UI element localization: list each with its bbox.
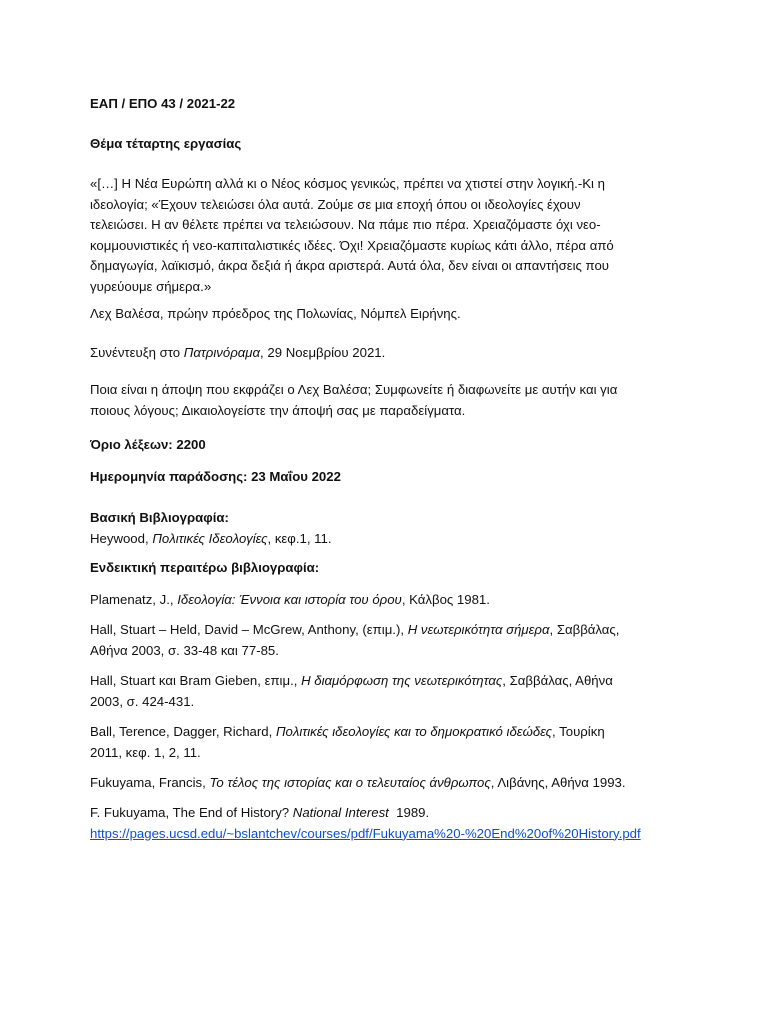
entry-title: Η νεωτερικότητα σήμερα — [407, 622, 550, 637]
entry-author: Ball, Terence, Dagger, Richard, — [90, 724, 276, 739]
question-line: Ποια είναι η άποψη που εκφράζει ο Λεχ Βαλέσα; Συμφωνείτε ή διαφωνείτε με αυτήν και για — [90, 382, 618, 397]
entry-details: , κεφ.1, 11. — [267, 530, 332, 546]
entry-author: Fukuyama, Francis, — [90, 775, 210, 790]
assignment-title: Θέμα τέταρτης εργασίας — [90, 136, 242, 151]
source-prefix: Συνέντευξη στο — [90, 345, 184, 360]
entry-continuation: 2011, κεφ. 1, 2, 11. — [90, 744, 201, 760]
bibliography-entry — [90, 773, 690, 794]
question-line: ποιους λόγους; Δικαιολογείστε την άποψή σας με παραδείγματα. — [90, 402, 466, 418]
source-date: , 29 Νοεμβρίου 2021. — [260, 345, 386, 360]
entry-details: , Σαββάλας, Αθήνα — [502, 673, 613, 688]
entry-title: Η διαμόρφωση της νεωτερικότητας — [301, 673, 503, 688]
entry-details: , Σαββάλας, — [549, 622, 620, 637]
basic-bibliography-heading: Βασική Βιβλιογραφία: — [90, 510, 229, 525]
quote-block — [90, 174, 690, 297]
basic-bibliography — [90, 508, 690, 549]
bibliography-entry — [90, 620, 690, 661]
interview-source — [90, 343, 690, 364]
entry-author: Hall, Stuart – Held, David – McGrew, Anthony, (επιμ.), — [90, 622, 408, 637]
fukuyama-pdf-link[interactable]: https://pages.ucsd.edu/~bslantchev/courses/pdf/Fukuyama%20-%20End%20of%20History.pdf — [90, 825, 641, 841]
bibliography-entry — [90, 529, 690, 550]
journal-title: National Interest — [292, 805, 389, 820]
question-block — [90, 380, 690, 421]
quote-line: «[…] Η Νέα Ευρώπη αλλά κι ο Νέος κόσμος γενικώς, πρέπει να χτιστεί στην λογική.-Κι η — [90, 176, 605, 191]
entry-details: , Κάλβος 1981. — [401, 592, 490, 607]
deadline: Ημερομηνία παράδοσης: 23 Μαΐου 2022 — [90, 469, 341, 484]
quote-attribution: Λεχ Βαλέσα, πρώην πρόεδρος της Πολωνίας, Νόμπελ Ειρήνης. — [90, 306, 461, 321]
bibliography-entry — [90, 803, 690, 844]
bibliography-entry — [90, 671, 690, 712]
further-bibliography-heading: Ενδεικτική περαιτέρω βιβλιογραφία: — [90, 560, 320, 575]
entry-title: Το τέλος της ιστορίας και ο τελευταίος άνθρωπος — [209, 775, 491, 790]
bibliography-entry — [90, 722, 690, 763]
entry-title: Πολιτικές ιδεολογίες και το δημοκρατικό ιδεώδες — [275, 724, 553, 739]
entry-year: 1989. — [388, 805, 430, 820]
course-code: ΕΑΠ / ΕΠΟ 43 / 2021-22 — [90, 96, 236, 111]
entry-continuation: Αθήνα 2003, σ. 33-48 και 77-85. — [90, 642, 279, 658]
quote-line: δημαγωγία, λαϊκισμό, άκρα δεξιά ή άκρα αριστερά. Αυτά όλα, δεν είναι οι απαντήσεις που — [90, 258, 609, 273]
entry-title: Πολιτικές Ιδεολογίες — [152, 530, 268, 546]
entry-author: F. Fukuyama, The End of History? — [90, 805, 293, 820]
quote-line: ιδεολογία; «Έχουν τελειώσει όλα αυτά. Ζούμε σε μια εποχή όπου οι ιδεολογίες έχουν — [90, 196, 581, 212]
bibliography-entry — [90, 590, 690, 611]
word-limit: Όριο λέξεων: 2200 — [90, 437, 206, 452]
entry-author: Heywood, — [90, 530, 153, 546]
entry-details: , Λιβάνης, Αθήνα 1993. — [490, 775, 626, 790]
quote-line: κομμουνιστικές ή νεο-καπιταλιστικές ιδέες. Όχι! Χρειαζόμαστε κυρίως κάτι άλλο, πέρα από — [90, 237, 614, 253]
quote-line: τελειώσει. Η αν θέλετε πρέπει να τελειώσουν. Να πάμε πιο πέρα. Χρειαζόμαστε όχι νεο- — [90, 217, 601, 232]
entry-title: Ιδεολογία: Έννοια και ιστορία του όρου — [177, 592, 402, 607]
entry-author: Plamenatz, J., — [90, 592, 178, 607]
source-title: Πατρινόραμα — [183, 345, 261, 360]
entry-continuation: 2003, σ. 424-431. — [90, 693, 195, 709]
entry-author: Hall, Stuart και Bram Gieben, επιμ., — [90, 673, 302, 688]
entry-details: , Τουρίκη — [552, 724, 605, 739]
quote-line: γυρεύουμε σήμερα.» — [90, 278, 212, 294]
